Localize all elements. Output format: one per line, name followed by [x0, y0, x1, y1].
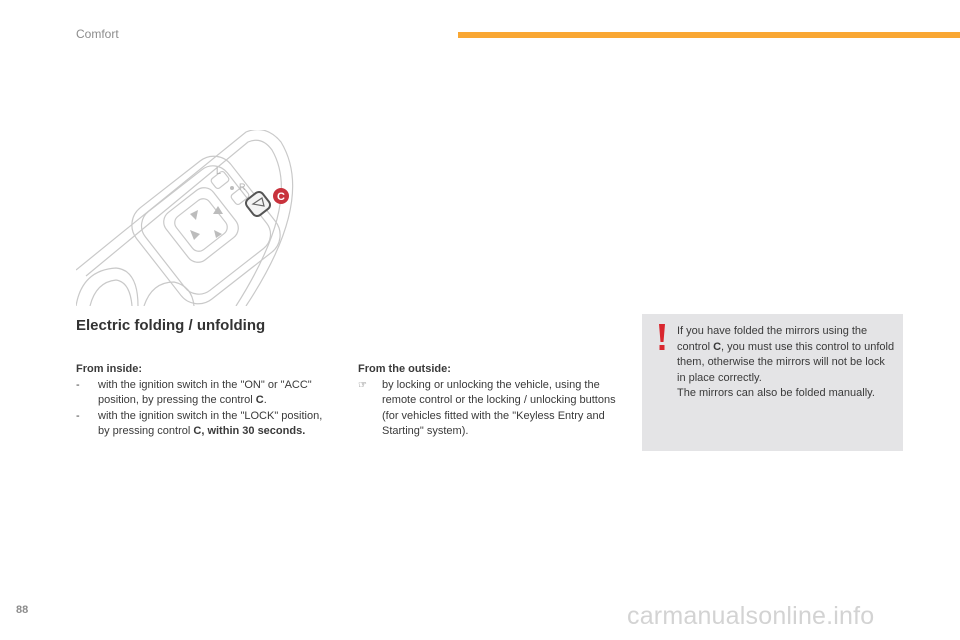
from-inside-title: From inside: [76, 363, 143, 375]
callout-c-label: C [277, 191, 285, 203]
list-item-text: with the ignition switch in the "LOCK" position, by pressing control [98, 409, 323, 437]
list-bullet: - [76, 409, 80, 422]
warning-text-start: If you have folded the mirrors using the control [677, 325, 868, 353]
warning-text-manual: The mirrors can also be folded manually. [677, 387, 875, 399]
door-panel-outline [76, 130, 293, 306]
control-c-timing: C, within 30 seconds. [193, 425, 306, 437]
warning-text [677, 324, 895, 402]
list-item [76, 409, 336, 440]
window-switch-left-inner [90, 280, 132, 306]
switch-panel-inner [134, 159, 278, 302]
selector-dot [230, 186, 234, 190]
list-item-text: by locking or unlocking the vehicle, using the remote control or the locking / unlocking buttons (for vehicles fitted with the "Keyless Entry and Starting" system). [382, 378, 616, 437]
list-item-text-end: . [263, 394, 267, 406]
list-bullet: - [76, 378, 80, 391]
warning-box [642, 314, 903, 451]
from-outside-column [358, 362, 618, 440]
joystick-pad [172, 196, 231, 255]
from-outside-title: From the outside: [358, 363, 451, 375]
control-c-ref: C [713, 340, 722, 353]
switch-panel [123, 147, 289, 306]
switch-label-right: R [239, 182, 246, 192]
warning-text-cont: , you must use this control to unfold them, otherwise the mirrors will not be lock in place correctly. [677, 340, 895, 384]
mirror-control-illustration [76, 130, 306, 306]
list-item [358, 378, 618, 440]
switch-label-left: L [216, 166, 222, 176]
arrow-down-icon [190, 230, 200, 240]
section-title: Electric folding / unfolding [76, 317, 266, 334]
page-number: 88 [16, 604, 29, 616]
watermark: carmanualsonline.info [627, 602, 875, 630]
exclamation-icon [657, 324, 667, 352]
joystick-housing [159, 183, 243, 267]
list-item-text: with the ignition switch in the "ON" or "ACC" position, by pressing the control [98, 378, 312, 406]
header-accent-bar [458, 32, 960, 38]
from-inside-column [76, 362, 336, 440]
section-name: Comfort [76, 27, 119, 41]
pointing-hand-icon: ☞ [358, 379, 367, 391]
window-switch-right [144, 282, 194, 306]
door-panel-inner-outline [86, 140, 281, 306]
arrow-left-icon [190, 210, 198, 220]
window-switch-left [76, 268, 138, 306]
control-c-ref: C [255, 394, 264, 406]
list-item [76, 378, 336, 409]
